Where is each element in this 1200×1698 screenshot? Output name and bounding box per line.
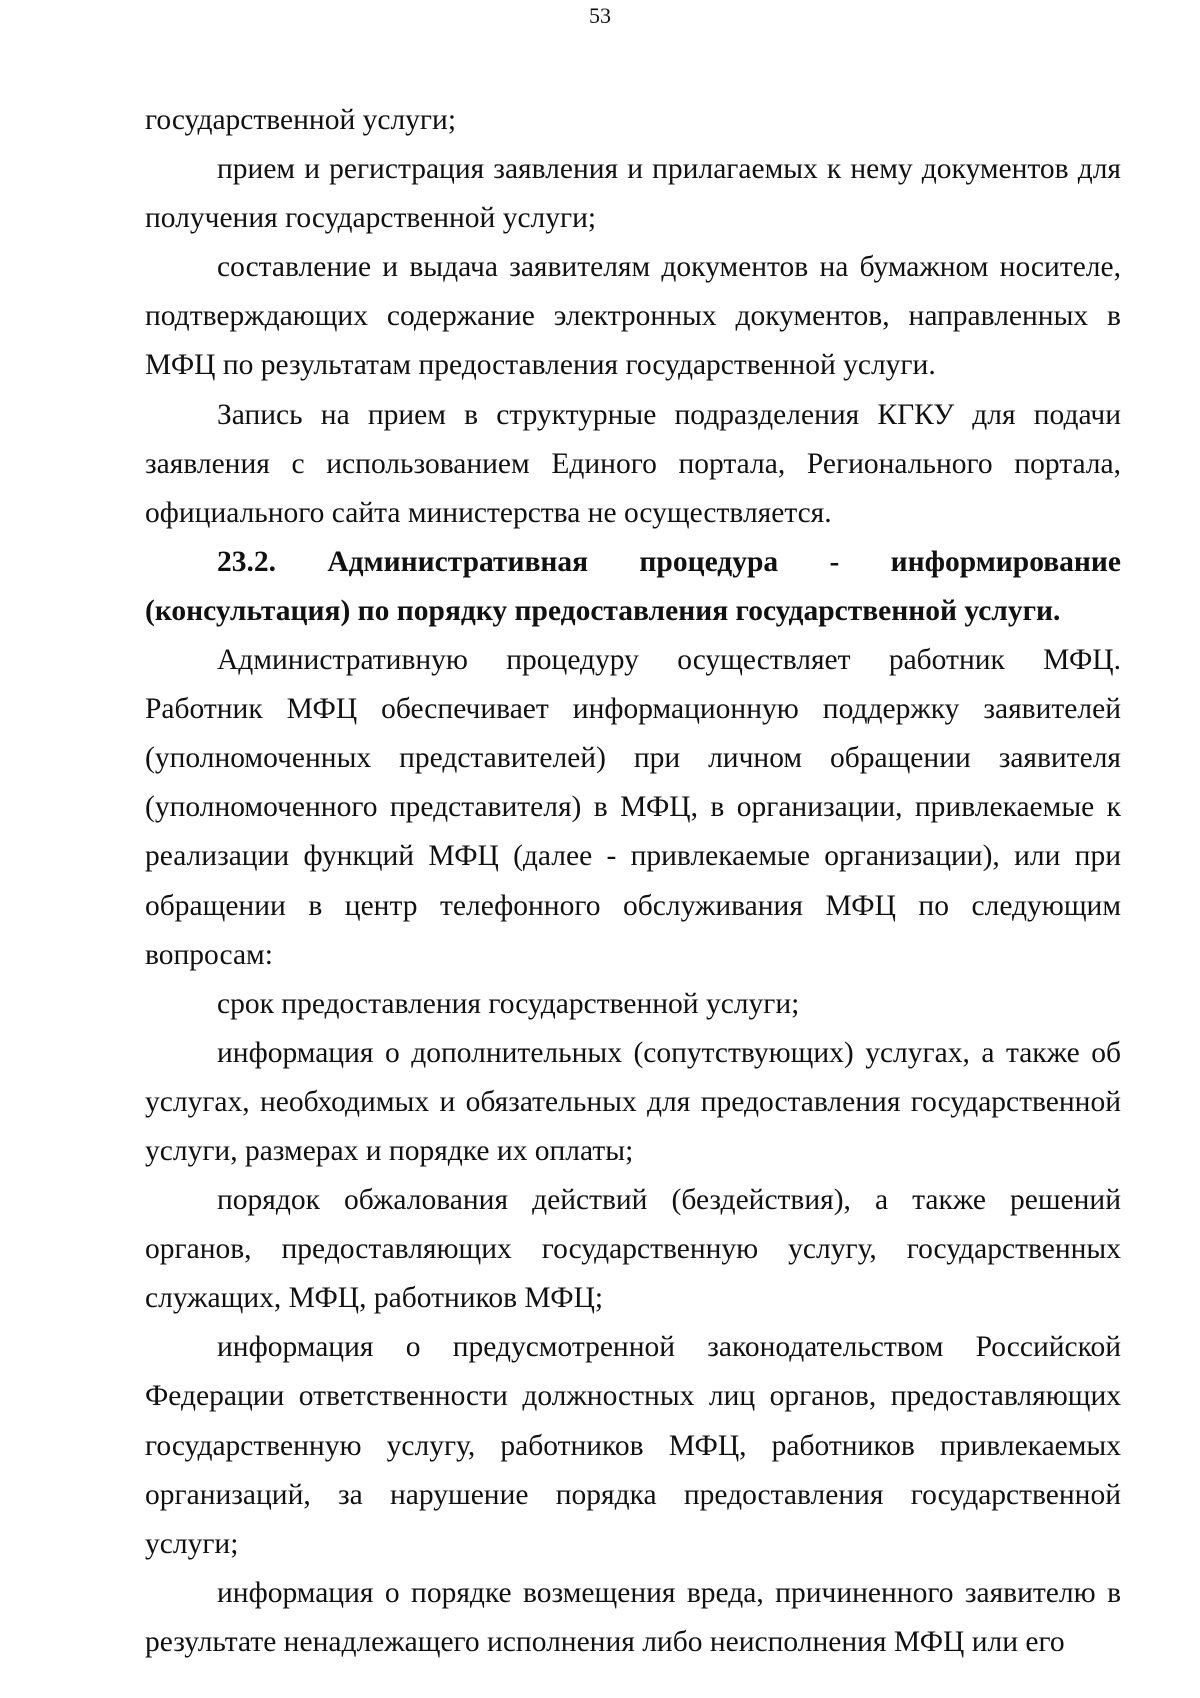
- paragraph-reception-registration: прием и регистрация заявления и прилагаемых к нему документов для получения государственной услуги;: [145, 153, 1121, 235]
- section-heading-23-2: 23.2. Административная процедура - информирование (консультация) по порядку предоставления государственной услуги.: [145, 545, 1121, 627]
- paragraph-appointment: Запись на прием в структурные подразделения КГКУ для подачи заявления с использованием Единого портала, Регионального портала, официального сайта министерства не осуществляется.: [145, 398, 1121, 529]
- list-item-compensation: информация о порядке возмещения вреда, причиненного заявителю в результате ненадлежащего исполнения либо неисполнения МФЦ или его: [145, 1576, 1121, 1658]
- paragraph-continuation: государственной услуги;: [145, 104, 457, 136]
- list-item-appeal: порядок обжалования действий (бездействия), а также решений органов, предоставляющих государственную услугу, государственных служащих, МФЦ, работников МФЦ;: [145, 1184, 1121, 1315]
- document-body: [145, 96, 1121, 1667]
- page-number: 53: [589, 3, 611, 28]
- paragraph-paper-documents: составление и выдача заявителям документов на бумажном носителе, подтверждающих содержание электронных документов, направленных в МФЦ по результатам предоставления государственной услуги.: [145, 251, 1121, 382]
- paragraph-procedure: Административную процедуру осуществляет работник МФЦ. Работник МФЦ обеспечивает информационную поддержку заявителей (уполномоченных представителей) при личном обращении заявителя (уполномоченного представителя) в МФЦ, в организации, привлекаемые к реализации функций МФЦ (далее - привлекаемые организации), или при обращении в центр телефонного обслуживания МФЦ по следующим вопросам:: [145, 644, 1121, 971]
- list-item-additional-services: информация о дополнительных (сопутствующих) услугах, а также об услугах, необходимых и обязательных для предоставления государственной услуги, размерах и порядке их оплаты;: [145, 1036, 1121, 1167]
- list-item-liability: информация о предусмотренной законодательством Российской Федерации ответственности должностных лиц органов, предоставляющих государственную услугу, работников МФЦ, работников привлекаемых организаций, за нарушение порядка предоставления государственной услуги;: [145, 1331, 1121, 1560]
- list-item-term: срок предоставления государственной услуги;: [217, 987, 800, 1020]
